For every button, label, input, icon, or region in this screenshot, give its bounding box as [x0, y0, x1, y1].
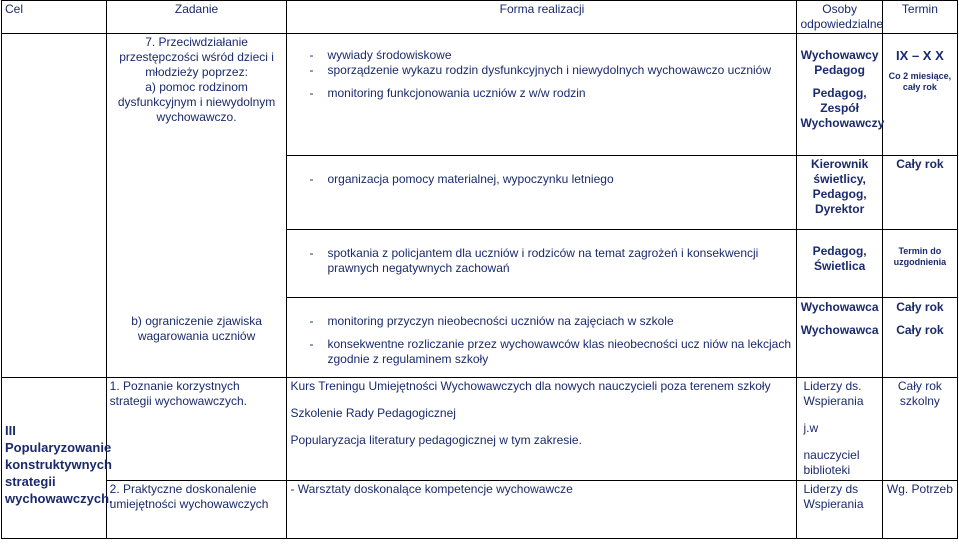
termin-cell: Cały rok	[882, 156, 957, 230]
forma-cell: - spotkania z policjantem dla uczniów i rodziców na temat zagrożeń i konsekwencji prawnych negatywnych zachowań	[287, 230, 797, 298]
table-row	[2, 378, 958, 481]
osoby-cell	[797, 378, 882, 481]
forma-cell: - monitoring przyczyn nieobecności uczniów na zajęciach w szkole - konsekwentne rozliczanie przez wychowawców klas nieobecności ucz niów na lekcjach zgodnie z regulaminem szkoły	[287, 298, 797, 378]
osoby-2: Pedagog, Zespół Wychowawczy	[800, 86, 885, 130]
forma-item: spotkania z policjantem dla uczniów i rodziców na temat zagrożeń i konsekwencji prawnych negatywnych zachowań	[327, 246, 759, 275]
forma-item: monitoring funkcjonowania uczniów z w/w rodzin	[327, 86, 586, 100]
cel-cell-empty	[2, 34, 107, 378]
forma-cell: - Warsztaty doskonalące kompetencje wychowawcze	[287, 481, 797, 539]
osoby-1: Liderzy ds. Wspierania	[803, 379, 864, 408]
zadanie-cell: 1. Poznanie korzystnych strategii wychowawczych.	[106, 378, 287, 481]
zadanie-cell	[106, 298, 287, 378]
forma-item: sporządzenie wykazu rodzin dysfunkcyjnych i niewydolnych wychowawczo uczniów	[327, 63, 772, 77]
table-row	[2, 481, 958, 539]
header-forma: Forma realizacji	[287, 1, 797, 34]
zadanie-cell: 2. Praktyczne doskonalenie umiejętności wychowawczych	[106, 481, 287, 539]
osoby-cell: Liderzy ds Wspierania	[797, 481, 882, 539]
termin-1: Cały rok	[896, 300, 944, 314]
header-zadanie: Zadanie	[106, 1, 287, 34]
forma-item: wywiady środowiskowe	[327, 48, 452, 62]
table-row	[2, 298, 958, 378]
osoby-cell: Kierownik świetlicy, Pedagog, Dyrektor	[797, 156, 882, 230]
forma-cell: - organizacja pomocy materialnej, wypoczynku letniego	[287, 156, 797, 230]
osoby-cell	[797, 298, 882, 378]
forma-item: Szkolenie Rady Pedagogicznej	[290, 406, 456, 420]
osoby-2: Wychowawca	[800, 323, 879, 337]
forma-item: organizacja pomocy materialnej, wypoczynku letniego	[327, 172, 614, 186]
zadanie-a: a) pomoc rodzinom dysfunkcyjnym i niewydolnym wychowawczo.	[117, 80, 276, 124]
osoby-cell	[797, 34, 885, 156]
forma-item: Kurs Treningu Umiejętności Wychowawczych dla nowych nauczycieli poza terenem szkoły	[290, 379, 771, 393]
header-cel: Cel	[2, 1, 107, 34]
zadanie-b: b) ograniczenie zjawiska wagarowania uczniów	[131, 313, 262, 343]
termin-cell: Cały rok szkolny	[882, 378, 957, 481]
header-osoby: Osoby odpowiedzialne	[797, 1, 882, 34]
forma-item: monitoring przyczyn nieobecności uczniów na zajęciach w szkole	[327, 314, 674, 328]
osoby-2: j.w	[803, 421, 819, 435]
forma-cell: - wywiady środowiskowe - sporządzenie wykazu rodzin dysfunkcyjnych i niewydolnych wychowawczo uczniów - monitoring funkcjonowania uczniów z w/w rodzin	[287, 34, 797, 156]
plan-table	[1, 0, 958, 539]
termin-2: Cały rok	[896, 323, 944, 337]
osoby-1: Wychowawca	[800, 300, 879, 314]
header-termin: Termin	[882, 1, 957, 34]
table-row	[2, 34, 958, 156]
forma-cell	[287, 378, 797, 481]
termin-1: IX – X X	[896, 48, 944, 63]
termin-2: Co 2 miesiące, cały rok	[888, 71, 952, 92]
osoby-cell: Pedagog, Świetlica	[797, 230, 882, 298]
osoby-1: Wychowawcy Pedagog	[800, 48, 879, 77]
osoby-3: nauczyciel biblioteki	[803, 448, 860, 477]
forma-item: Popularyzacja literatury pedagogicznej w tym zakresie.	[290, 433, 582, 447]
termin-cell	[882, 298, 957, 378]
header-row	[2, 1, 958, 34]
forma-item: konsekwentne rozliczanie przez wychowawców klas nieobecności ucz niów na lekcjach zgodnie z regulaminem szkoły	[327, 337, 792, 366]
termin-cell	[882, 34, 957, 156]
termin-cell: Termin do uzgodnienia	[882, 230, 957, 298]
zadanie-title: 7. Przeciwdziałanie przestępczości wśród dzieci i młodzieży poprzez:	[119, 35, 274, 79]
termin-cell: Wg. Potrzeb	[882, 481, 957, 539]
cel-cell: III Popularyzowanie konstruktywnych strategii wychowawczych.	[2, 378, 107, 539]
zadanie-cell	[106, 34, 287, 298]
